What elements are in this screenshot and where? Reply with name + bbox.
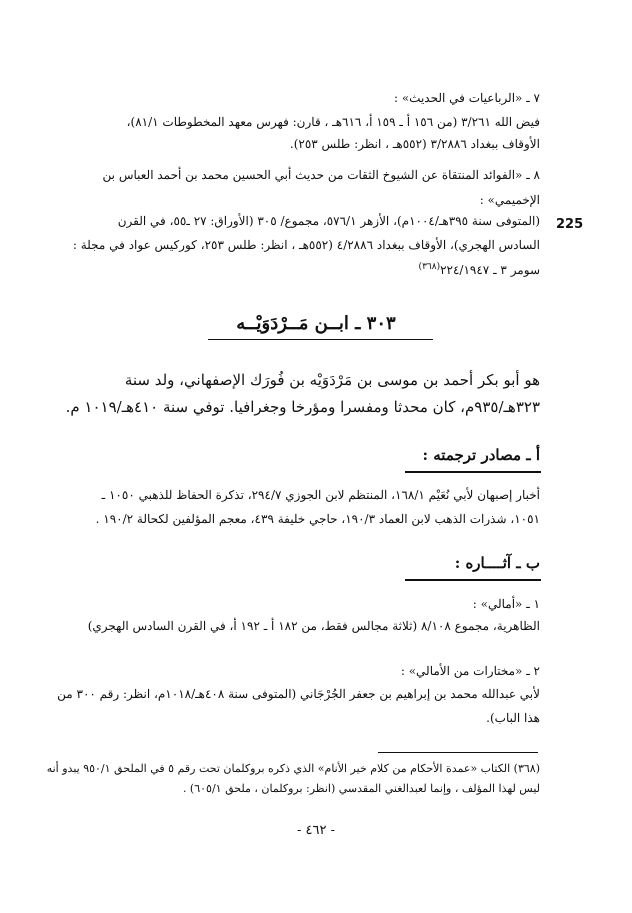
heading-underline [208,339,433,340]
footnote-line2: ليس لهذا المؤلف ، وإنما لعبدالغني المقدسي (انظر: بروكلمان ، ملحق ٦٠٥/١) . [182,782,540,795]
bio-line1: هو أبو بكر أحمد بن موسى بن مَرْدَوَيْه بن فُورَك الإصفهاني، ولد سنة [124,371,540,389]
footnote-line1: (٣٦٨) الكتاب «عمدة الأحكام من كلام خير الأنام» الذي ذكره بروكلمان تحت رقم ٥ في الملحق ٩٥٠/١ يبدو أنه [46,762,540,775]
footnote-ref: (٣٦٨) [418,262,441,272]
item7-title: ٧ ـ «الرباعيات في الحديث» : [393,91,540,105]
page-number: - ٤٦٢ - [296,823,335,838]
item8-line2: السادس الهجري)، الأوقاف ببغداد ٤/٢٨٨٦ (٥٥٢هـ ، انظر: طلس ٢٥٣، كوركيس عواد في مجلة : [72,238,540,252]
entry-heading [0,313,632,334]
section-b-item1-title: ١ ـ «أمالي» : [472,597,540,611]
item7-line1: فيض الله ٣/٢٦١ (من ١٥٦ أ ـ ١٥٩ أ، ٦١٦هـ ، قارن: فهرس معهد المخطوطات ٨١/١)، [126,115,540,129]
bio-line2: ٣٢٣هـ/٩٣٥م، كان محدثا ومفسرا ومؤرخا وجغرافيا. توفي سنة ٤١٠هـ/١٠١٩ م. [65,398,540,416]
entry-heading-text: ٣٠٣ ـ ابــن مَــرْدَوَيْــه [236,313,396,334]
margin-page-number: 225 [556,217,584,232]
item8-title-line1: ٨ ـ «الفوائد المنتقاة عن الشيوخ الثقات من حديث أبي الحسين محمد بن أحمد العباس بن [102,168,540,182]
section-b-item2-title: ٢ ـ «مختارات من الأمالي» : [400,664,540,678]
section-b-rule [405,579,541,581]
item8-title-line2: الإخميمي» : [479,193,540,207]
item8-line3 [419,262,540,277]
section-a-line2: ١٠٥١، شذرات الذهب لابن العماد ١٩٠/٣، حاجي خليفة ٤٣٩، معجم المؤلفين لكحالة ١٩٠/٢ . [95,512,540,526]
section-a-rule [405,471,541,473]
section-b-item2-line1: لأبي عبدالله محمد بن إبراهيم بن جعفر الجُرْجَاني (المتوفى سنة ٤٠٨هـ/١٠١٨م، انظر: رقم ٣٠٠ من [57,687,540,701]
section-b-item2-line2: هذا الباب). [486,711,540,725]
item7-line2: الأوقاف ببغداد ٣/٢٨٨٦ (٥٥٢هـ ، انظر: طلس ٢٥٣). [289,137,540,151]
footnote-rule [378,752,538,753]
item8-line1: (المتوفى سنة ٣٩٥هـ/١٠٠٤م)، الأزهر ٥٧٦/١، مجموع/ ٣٠٥ (الأوراق: ٢٧ ـ٥٥، في القرن [117,214,540,228]
section-a-line1: أخبار إصبهان لأبي نُعَيْم ١٦٨/١، المنتظم لابن الجوزي ٢٩٤/٧، تذكرة الحفاظ للذهبي ١٠٥٠ ـ [101,488,540,502]
section-b-item1-line: الظاهرية، مجموع ٨/١٠٨ (ثلاثة مجالس فقط، من ١٨٢ أ ـ ١٩٢ أ، في القرن السادس الهجري) [87,619,540,633]
section-a-heading: أ ـ مصادر ترجمته : [422,446,540,464]
item8-line3-text: سومر ٣ ـ ٢٢٤/١٩٤٧ [440,263,540,277]
section-b-heading: ب ـ آثــــاره : [454,554,540,572]
